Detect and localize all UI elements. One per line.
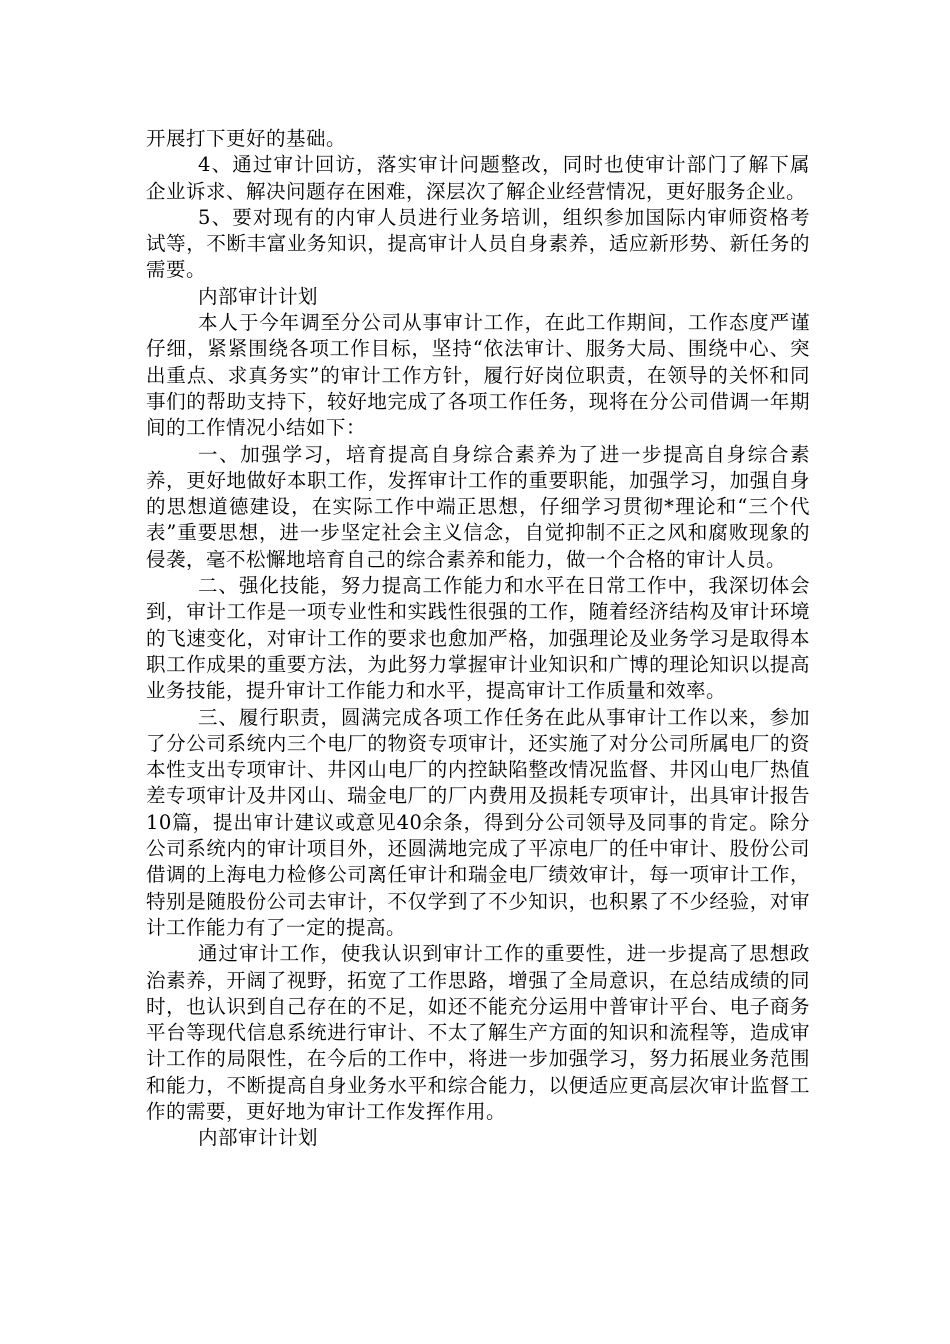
paragraph: 5、要对现有的内审人员进行业务培训，组织参加国际内审师资格考试等，不断丰富业务知识，提高审计人员自身素养，适应新形势、新任务的需要。	[146, 205, 810, 282]
paragraph: 本人于今年调至分公司从事审计工作，在此工作期间，工作态度严谨仔细，紧紧围绕各项工作目标，坚持“依法审计、服务大局、围绕中心、突出重点、求真务实”的审计工作方针，履行好岗位职责，在领导的关怀和同事们的帮助支持下，较好地完成了各项工作任务，现将在分公司借调一年期间的工作情况小结如下：	[146, 311, 810, 440]
paragraph: 4、通过审计回访，落实审计问题整改，同时也使审计部门了解下属企业诉求、解决问题存在困难，深层次了解企业经营情况，更好服务企业。	[146, 153, 810, 203]
document-page	[146, 126, 810, 1152]
paragraph: 二、强化技能，努力提高工作能力和水平在日常工作中，我深切体会到，审计工作是一项专业性和实践性很强的工作，随着经济结构及审计环境的飞速变化，对审计工作的要求也愈加严格，加强理论及业务学习是取得本职工作成果的重要方法，为此努力掌握审计业知识和广博的理论知识以提高业务技能，提升审计工作能力和水平，提高审计工作质量和效率。	[146, 574, 810, 703]
paragraph: 通过审计工作，使我认识到审计工作的重要性，进一步提高了思想政治素养，开阔了视野，拓宽了工作思路，增强了全局意识，在总结成绩的同时，也认识到自己存在的不足，如还不能充分运用中普审计平台、电子商务平台等现代信息系统进行审计、不太了解生产方面的知识和流程等，造成审计工作的局限性，在今后的工作中，将进一步加强学习，努力拓展业务范围和能力，不断提高自身业务水平和综合能力，以便适应更高层次审计监督工作的需要，更好地为审计工作发挥作用。	[146, 942, 810, 1123]
paragraph: 一、加强学习，培育提高自身综合素养为了进一步提高自身综合素养，更好地做好本职工作，发挥审计工作的重要职能，加强学习，加强自身的思想道德建设，在实际工作中端正思想，仔细学习贯彻*理论和“三个代表”重要思想，进一步坚定社会主义信念，自觉抑制不正之风和腐败现象的侵袭，毫不松懈地培育自己的综合素养和能力，做一个合格的审计人员。	[146, 442, 810, 571]
paragraph: 开展打下更好的基础。	[146, 127, 347, 150]
section-heading: 内部审计计划	[198, 284, 319, 308]
section-heading: 内部审计计划	[198, 1126, 319, 1150]
paragraph: 三、履行职责，圆满完成各项工作任务在此从事审计工作以来，参加了分公司系统内三个电厂的物资专项审计，还实施了对分公司所属电厂的资本性支出专项审计、井冈山电厂的内控缺陷整改情况监督、井冈山电厂热值差专项审计及井冈山、瑞金电厂的厂内费用及损耗专项审计，出具审计报告10篇，提出审计建议或意见40余条，得到分公司领导及同事的肯定。除分公司系统内的审计项目外，还圆满地完成了平凉电厂的任中审计、股份公司借调的上海电力检修公司离任审计和瑞金电厂绩效审计，每一项审计工作，特别是随股份公司去审计，不仅学到了不少知识，也积累了不少经验，对审计工作能力有了一定的提高。	[146, 705, 810, 939]
